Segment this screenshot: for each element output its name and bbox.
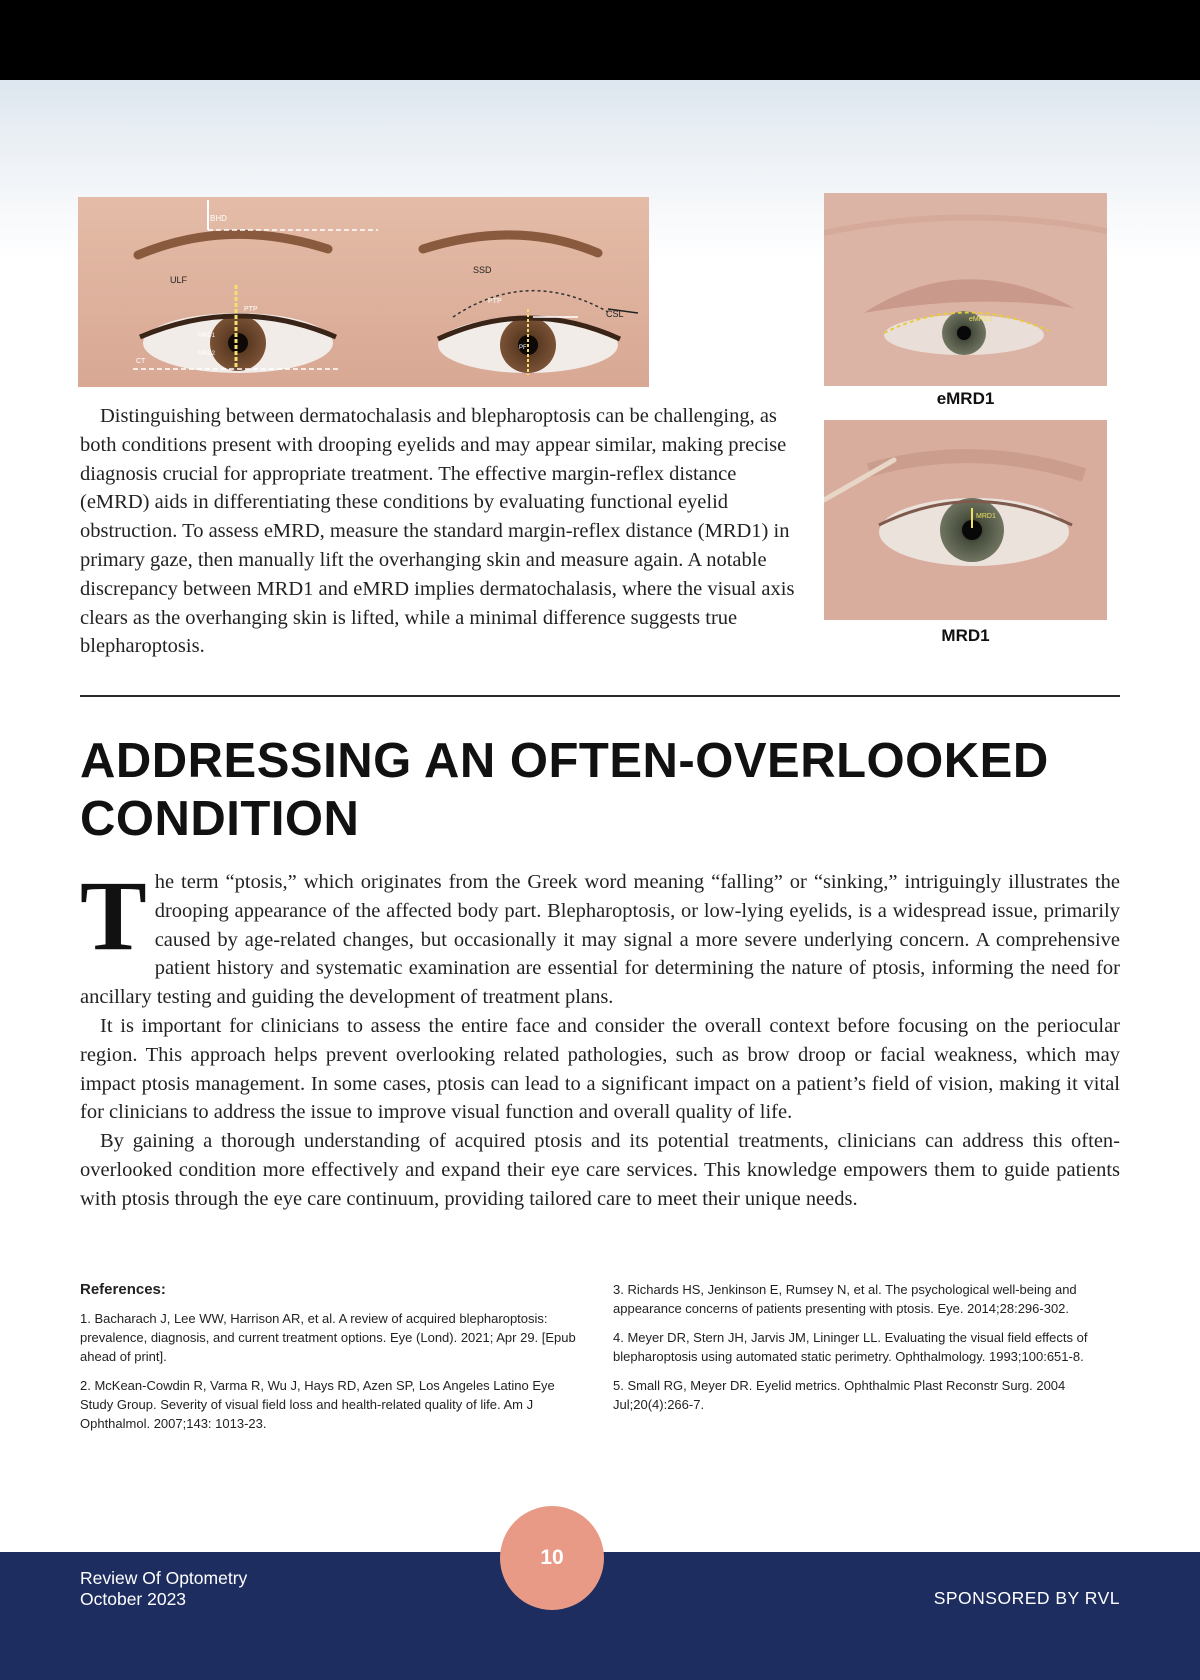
ct-label: CT	[136, 358, 146, 365]
sponsor-label: SPONSORED BY RVL	[933, 1588, 1120, 1608]
bhd-label: BHD	[210, 214, 227, 223]
top-black-bar	[0, 0, 1200, 80]
footer-publication	[80, 1568, 247, 1610]
mrd1-caption: MRD1	[941, 626, 990, 645]
ssd-label: SSD	[473, 265, 492, 275]
mrd1-label: MRD1	[198, 333, 216, 339]
pf-label: PF	[519, 345, 527, 351]
intro-paragraph: Distinguishing between dermatochalasis and blepharoptosis can be challenging, as both conditions present with drooping eyelids and may appear similar, making precise diagnosis crucial for appropriate treatment. The effective margin-reflex distance (eMRD) aids in differentiating these conditions by evaluating functional eyelid obstruction. To assess eMRD, measure the standard margin-reflex distance (MRD1) in primary gaze, then manually lift the overhanging skin and measure again. A notable discrepancy between MRD1 and eMRD implies dermatochalasis, where the visual axis clears as the overhanging skin is lifted, while a minimal difference suggests true blepharoptosis.	[80, 405, 795, 658]
references-right-column	[613, 1280, 1118, 1424]
reference-1: 1. Bacharach J, Lee WW, Harrison AR, et al. A review of acquired blepharoptosis: prevalence, diagnosis, and current treatment options. Eye (Lond). 2021; Apr 29. [Epub ahead of print].	[80, 1311, 576, 1364]
section-divider	[80, 695, 1120, 697]
emrd1-image-label: eMRD1	[969, 316, 993, 323]
intro-text-block	[80, 200, 805, 661]
ptp-label-left: PTP	[244, 306, 258, 313]
body-paragraph-2: It is important for clinicians to assess the entire face and consider the overall context before focusing on the periocular region. This approach helps prevent overlooking related pathologies, such as brow droop or facial weakness, which may impact ptosis management. In some cases, ptosis can lead to a significant impact on a patient’s field of vision, making it vital for clinicians to address the issue to improve visual function and overall quality of life.	[80, 1014, 1120, 1124]
emrd1-caption: eMRD1	[936, 389, 995, 408]
body-paragraph-1-text: he term “ptosis,” which originates from the Greek word meaning “falling” or “sinking,” intriguingly illustrates the drooping appearance of the affected body part. Blepharoptosis, or low-lying eyelids, is a widespread issue, primarily caused by age-related changes, but occasionally it may signal a more severe underlying concern. A comprehensive patient history and systematic examination are essential for determining the nature of ptosis, informing the need for ancillary testing and guiding the development of treatment plans.	[80, 871, 1120, 1009]
mrd2-label: MRD2	[198, 351, 216, 357]
csl-label: CSL	[606, 309, 624, 319]
reference-2: 2. McKean-Cowdin R, Varma R, Wu J, Hays RD, Azen SP, Los Angeles Latino Eye Study Group. Severity of visual field loss and health-related quality of life. Am J Ophthalmol. 2007;143: 1013-23.	[80, 1378, 555, 1431]
page-number-badge: 10	[500, 1506, 604, 1610]
publication-date: October 2023	[80, 1589, 187, 1609]
references-heading: References:	[80, 1281, 166, 1298]
dropcap-letter: T	[80, 860, 147, 971]
mrd1-image-label: MRD1	[976, 513, 996, 520]
ptp-label-right: PTP	[488, 298, 502, 305]
ulf-label: ULF	[170, 275, 188, 285]
references-left-column	[80, 1280, 585, 1443]
body-paragraph-3: By gaining a thorough understanding of acquired ptosis and its potential treatments, clinicians can address this often-overlooked condition more effectively and expand their eye care services. This knowledge empowers them to guide patients with ptosis through the eye care continuum, providing tailored care to meet their unique needs.	[80, 1130, 1120, 1210]
reference-4: 4. Meyer DR, Stern JH, Jarvis JM, Lininger LL. Evaluating the visual field effects of blepharoptosis using automated static perimetry. Ophthalmology. 1993;100:651-8.	[613, 1330, 1088, 1364]
reference-5: 5. Small RG, Meyer DR. Eyelid metrics. Ophthalmic Plast Reconstr Surg. 2004 Jul;20(4):266-7.	[613, 1378, 1066, 1412]
mrd1-photo	[824, 420, 1107, 620]
image-wrap-spacer	[80, 200, 670, 402]
emrd1-photo	[824, 193, 1107, 386]
section-body	[80, 860, 1120, 1214]
reference-3: 3. Richards HS, Jenkinson E, Rumsey N, et al. The psychological well-being and appearance concerns of patients presenting with ptosis. Eye. 2014;28:296-302.	[613, 1282, 1077, 1316]
publication-name: Review Of Optometry	[80, 1568, 248, 1588]
section-title: ADDRESSING AN OFTEN-OVERLOOKED CONDITION	[80, 734, 1049, 846]
body-paragraph-1	[80, 860, 1120, 1012]
